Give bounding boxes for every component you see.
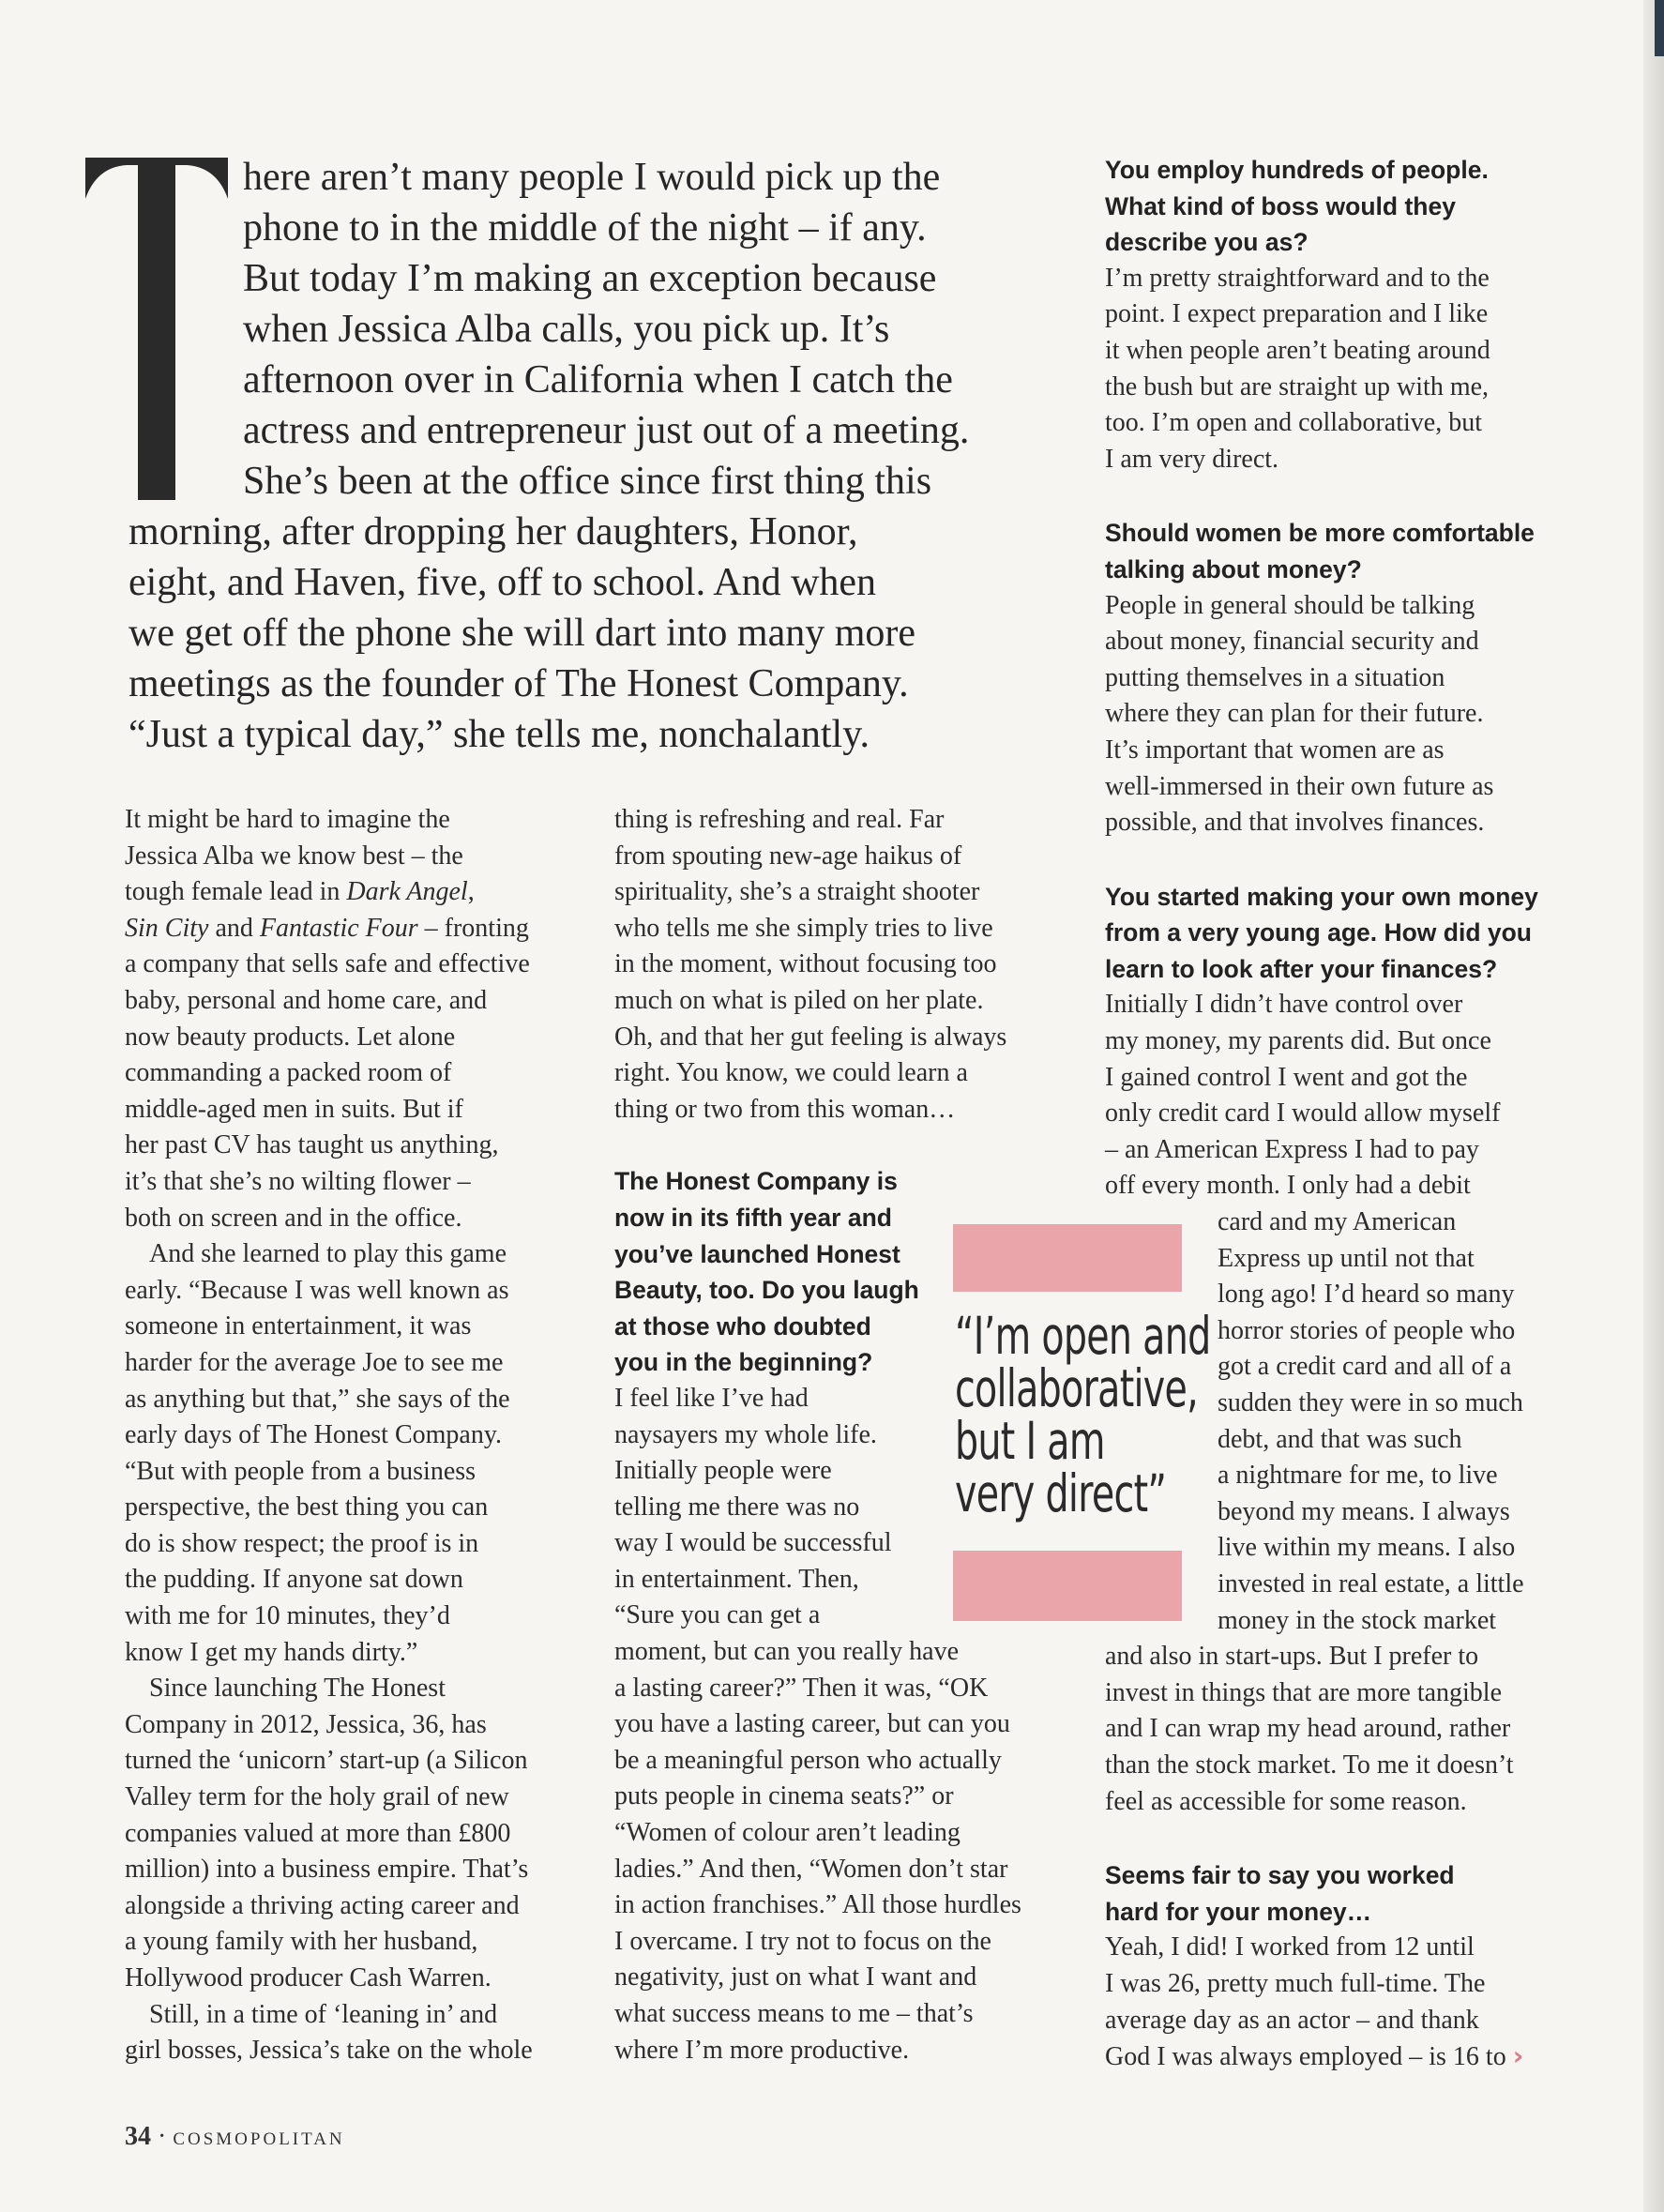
page-corner bbox=[1655, 0, 1664, 56]
text-line: girl bosses, Jessica’s take on the whole bbox=[125, 2036, 533, 2066]
text-line: from spouting new-age haikus of bbox=[614, 841, 962, 871]
text-line: who tells me she simply tries to live bbox=[614, 913, 993, 943]
spacer bbox=[1105, 841, 1555, 879]
intro-line: meetings as the founder of The Honest Company. bbox=[129, 662, 909, 705]
pull-quote: “I’m open and collaborative, but I am very direct” bbox=[955, 1306, 1211, 1523]
intro-line: here aren’t many people I would pick up the bbox=[243, 156, 941, 199]
magazine-name: COSMOPOLITAN bbox=[173, 2129, 345, 2149]
intro-line: But today I’m making an exception because bbox=[243, 257, 937, 300]
continue-arrow-icon: › bbox=[1512, 2040, 1524, 2072]
text-line: Still, in a time of ‘leaning in’ and bbox=[149, 1999, 498, 2029]
text-line: early days of The Honest Company. bbox=[125, 1420, 503, 1450]
body-column-1 bbox=[125, 802, 590, 2069]
text-line: million) into a business empire. That’s bbox=[125, 1855, 529, 1885]
text-line: Hollywood producer Cash Warren. bbox=[125, 1963, 492, 1992]
intro-line: when Jessica Alba calls, you pick up. It’s bbox=[243, 308, 890, 351]
text-line: someone in entertainment, it was bbox=[125, 1311, 472, 1341]
folio bbox=[125, 2122, 345, 2152]
text-line: harder for the average Joe to see me bbox=[125, 1347, 504, 1377]
text-line: now beauty products. Let alone bbox=[125, 1022, 456, 1052]
text-line: know I get my hands dirty.” bbox=[125, 1637, 418, 1667]
text-line: Company in 2012, Jessica, 36, has bbox=[125, 1709, 487, 1739]
interview-question: Seems fair to say you worked hard for your money… bbox=[1105, 1861, 1455, 1926]
text-line: Valley term for the holy grail of new bbox=[125, 1782, 509, 1812]
text-line: Sin City and Fantastic Four – fronting bbox=[125, 913, 529, 943]
film-title: Dark Angel bbox=[346, 877, 468, 907]
text-line: as anything but that,” she says of the bbox=[125, 1384, 510, 1414]
text-line: much on what is piled on her plate. bbox=[614, 985, 984, 1015]
text-line: do is show respect; the proof is in bbox=[125, 1528, 479, 1558]
page-number: 34 bbox=[125, 2122, 151, 2151]
text-line: “But with people from a business bbox=[125, 1456, 477, 1486]
interview-question: The Honest Company is now in its fifth year and you’ve launched Honest Beauty, too. Do you laugh at those who doubted you in the beginning? bbox=[614, 1167, 919, 1377]
text-line: in the moment, without focusing too bbox=[614, 949, 997, 979]
interview-answer: Yeah, I did! I worked from 12 until I was 26, pretty much full-time. The average day as an actor – and thank God I was always employed – is 16 to › bbox=[1105, 1930, 1555, 2075]
text-line: with me for 10 minutes, they’d bbox=[125, 1601, 450, 1631]
spacer bbox=[1105, 1820, 1555, 1857]
text-line: alongside a thriving acting career and bbox=[125, 1890, 520, 1920]
interview-question: You employ hundreds of people. What kind of boss would they describe you as? bbox=[1105, 156, 1489, 257]
text-line: the pudding. If anyone sat down bbox=[125, 1565, 463, 1595]
drop-cap bbox=[85, 158, 228, 500]
text-line: perspective, the best thing you can bbox=[125, 1492, 489, 1523]
text-line: it’s that she’s no wilting flower – bbox=[125, 1166, 471, 1196]
interview-answer: People in general should be talking about money, financial security and putting themselves in a situation where they can plan for their future. It’s important that women are as well-immersed in their own future as possible, and that involves finances. bbox=[1105, 590, 1494, 838]
text-line: commanding a packed room of bbox=[125, 1058, 452, 1088]
interview-answer: I feel like I’ve had naysayers my whole life. Initially people were telling me there was no way I would be successful in entertainment. Then, “Sure you can get a moment, but can you really have a lasting career?” Then it was, “OK you have a lasting career, but can you be a meaningful person who actually puts people in cinema seats?” or “Women of colour aren’t leading ladies.” And then, “Women don’t star in action franchises.” All those hurdles I overcame. I try not to focus on the negativity, just on what I want and what success means to me – that’s where I’m more productive. bbox=[614, 1383, 1021, 2065]
text-line: early. “Because I was well known as bbox=[125, 1275, 509, 1305]
text-line: Oh, and that her gut feeling is always bbox=[614, 1022, 1007, 1052]
spacer bbox=[1105, 477, 1555, 515]
text-line: It might be hard to imagine the bbox=[125, 805, 450, 834]
intro-line: morning, after dropping her daughters, Honor, bbox=[129, 510, 858, 553]
text-line: thing is refreshing and real. Far bbox=[614, 805, 945, 834]
page-edge bbox=[1643, 0, 1664, 2212]
text-line: her past CV has taught us anything, bbox=[125, 1130, 499, 1160]
text-line: tough female lead in Dark Angel, bbox=[125, 877, 475, 907]
text-line: spirituality, she’s a straight shooter bbox=[614, 877, 980, 907]
text-line: thing or two from this woman… bbox=[614, 1094, 956, 1124]
text-line: a company that sells safe and effective bbox=[125, 949, 530, 979]
body-paragraph bbox=[125, 1671, 590, 1996]
text-line: turned the ‘unicorn’ start-up (a Silicon bbox=[125, 1746, 528, 1776]
intro-line: eight, and Haven, five, off to school. And when bbox=[129, 561, 877, 604]
text-line: Jessica Alba we know best – the bbox=[125, 841, 463, 871]
interview-question: You started making your own money from a very young age. How did you learn to look after your finances? bbox=[1105, 882, 1538, 983]
intro-line: afternoon over in California when I catch the bbox=[243, 358, 953, 401]
intro-line: actress and entrepreneur just out of a meeting. bbox=[243, 409, 970, 452]
film-title: Fantastic Four bbox=[259, 913, 418, 943]
intro-line: “Just a typical day,” she tells me, nonchalantly. bbox=[129, 713, 870, 756]
film-title: Sin City bbox=[125, 913, 209, 943]
text-line: right. You know, we could learn a bbox=[614, 1058, 968, 1088]
body-column-3 bbox=[1105, 152, 1555, 2076]
text-line: companies valued at more than £800 bbox=[125, 1818, 511, 1848]
text-line: both on screen and in the office. bbox=[125, 1203, 462, 1233]
folio-separator: · bbox=[158, 2122, 167, 2151]
text-line: a young family with her husband, bbox=[125, 1927, 478, 1957]
intro-line: phone to in the middle of the night – if any. bbox=[243, 206, 927, 250]
text-line: baby, personal and home care, and bbox=[125, 985, 488, 1015]
spacer bbox=[614, 1128, 1055, 1163]
text-line: God I was always employed – is 16 to › bbox=[1105, 2040, 1524, 2072]
body-paragraph bbox=[125, 802, 590, 1236]
interview-question: Should women be more comfortable talking about money? bbox=[1105, 519, 1535, 583]
body-paragraph bbox=[125, 1236, 590, 1671]
text-line: And she learned to play this game bbox=[149, 1239, 507, 1269]
body-paragraph bbox=[125, 1997, 590, 2069]
interview-answer: I’m pretty straightforward and to the point. I expect preparation and I like it when people aren’t beating around the bush but are straight up with me, too. I’m open and collaborative, but I am very direct. bbox=[1105, 263, 1490, 474]
interview-answer: Initially I didn’t have control over my money, my parents did. But once I gained control I went and got the only credit card I would allow myself – an American Express I had to pay off every month. I only had a debit card and my American Express up until not that long ago! I’d heard so many horror stories of people who got a credit card and all of a sudden they were in so much debt, and that was such a nightmare for me, to live beyond my means. I always live within my means. I also invested in real estate, a little money in the stock market and also in start-ups. But I prefer to invest in things that are more tangible and I can wrap my head around, rather than the stock market. To me it doesn’t feel as accessible for some reason. bbox=[1105, 990, 1524, 1816]
text-line: middle-aged men in suits. But if bbox=[125, 1094, 463, 1124]
text-line: Since launching The Honest bbox=[149, 1674, 446, 1704]
intro-line: we get off the phone she will dart into many more bbox=[129, 612, 916, 655]
body-paragraph bbox=[614, 802, 1055, 1128]
intro-line: She’s been at the office since first thing this bbox=[243, 460, 932, 503]
